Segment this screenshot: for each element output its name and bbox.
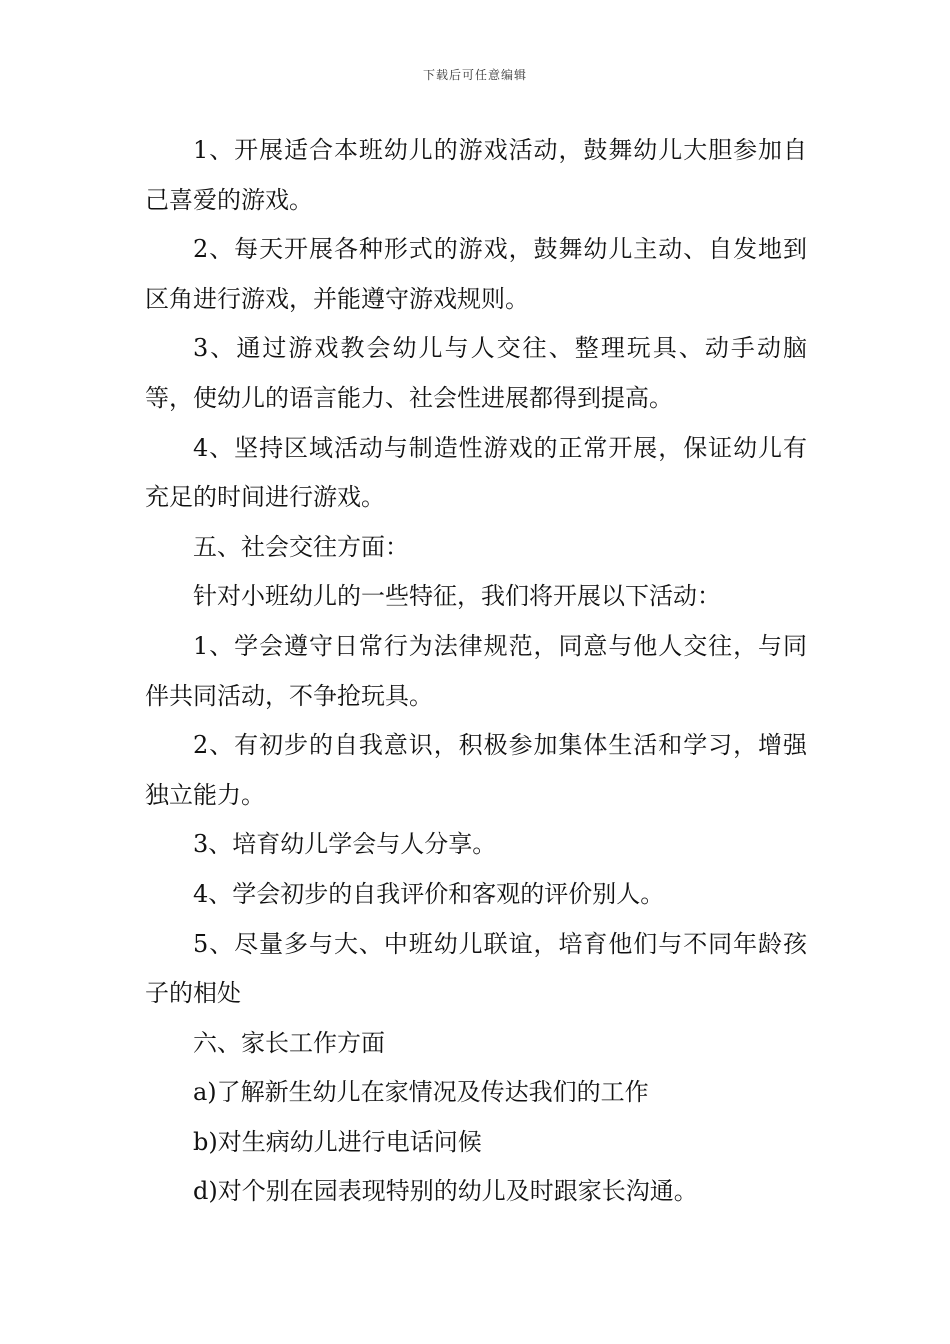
paragraph: 3、培育幼儿学会与人分享。: [193, 830, 497, 859]
paragraph: 1、学会遵守日常行为法律规范，同意与他人交往，与同伴共同活动，不争抢玩具。: [145, 631, 807, 710]
section-heading: 五、社会交往方面：: [193, 532, 409, 561]
paragraph: 2、每天开展各种形式的游戏，鼓舞幼儿主动、自发地到区角进行游戏，并能遵守游戏规则。: [145, 235, 807, 313]
paragraph: 4、学会初步的自我评价和客观的评价别人。: [193, 879, 665, 908]
paragraph: b)对生病幼儿进行电话问候: [193, 1127, 482, 1156]
header-note: 下载后可任意编辑: [422, 68, 527, 82]
paragraph: d)对个别在园表现特别的幼儿及时跟家长沟通。: [193, 1177, 698, 1206]
paragraph: 2、有初步的自我意识，积极参加集体生活和学习，增强独立能力。: [145, 731, 807, 809]
paragraph: 针对小班幼儿的一些特征，我们将开展以下活动：: [193, 582, 721, 611]
paragraph: 4、坚持区域活动与制造性游戏的正常开展，保证幼儿有充足的时间进行游戏。: [145, 433, 807, 512]
section-heading: 六、家长工作方面: [193, 1028, 385, 1057]
paragraph: a)了解新生幼儿在家情况及传达我们的工作: [193, 1078, 649, 1107]
document-body: [145, 126, 807, 1217]
paragraph: 5、尽量多与大、中班幼儿联谊，培育他们与不同年龄孩子的相处: [145, 929, 807, 1008]
paragraph: 1、开展适合本班幼儿的游戏活动，鼓舞幼儿大胆参加自己喜爱的游戏。: [145, 136, 807, 214]
paragraph: 3、通过游戏教会幼儿与人交往、整理玩具、动手动脑等，使幼儿的语言能力、社会性进展都得到提高。: [145, 334, 807, 412]
